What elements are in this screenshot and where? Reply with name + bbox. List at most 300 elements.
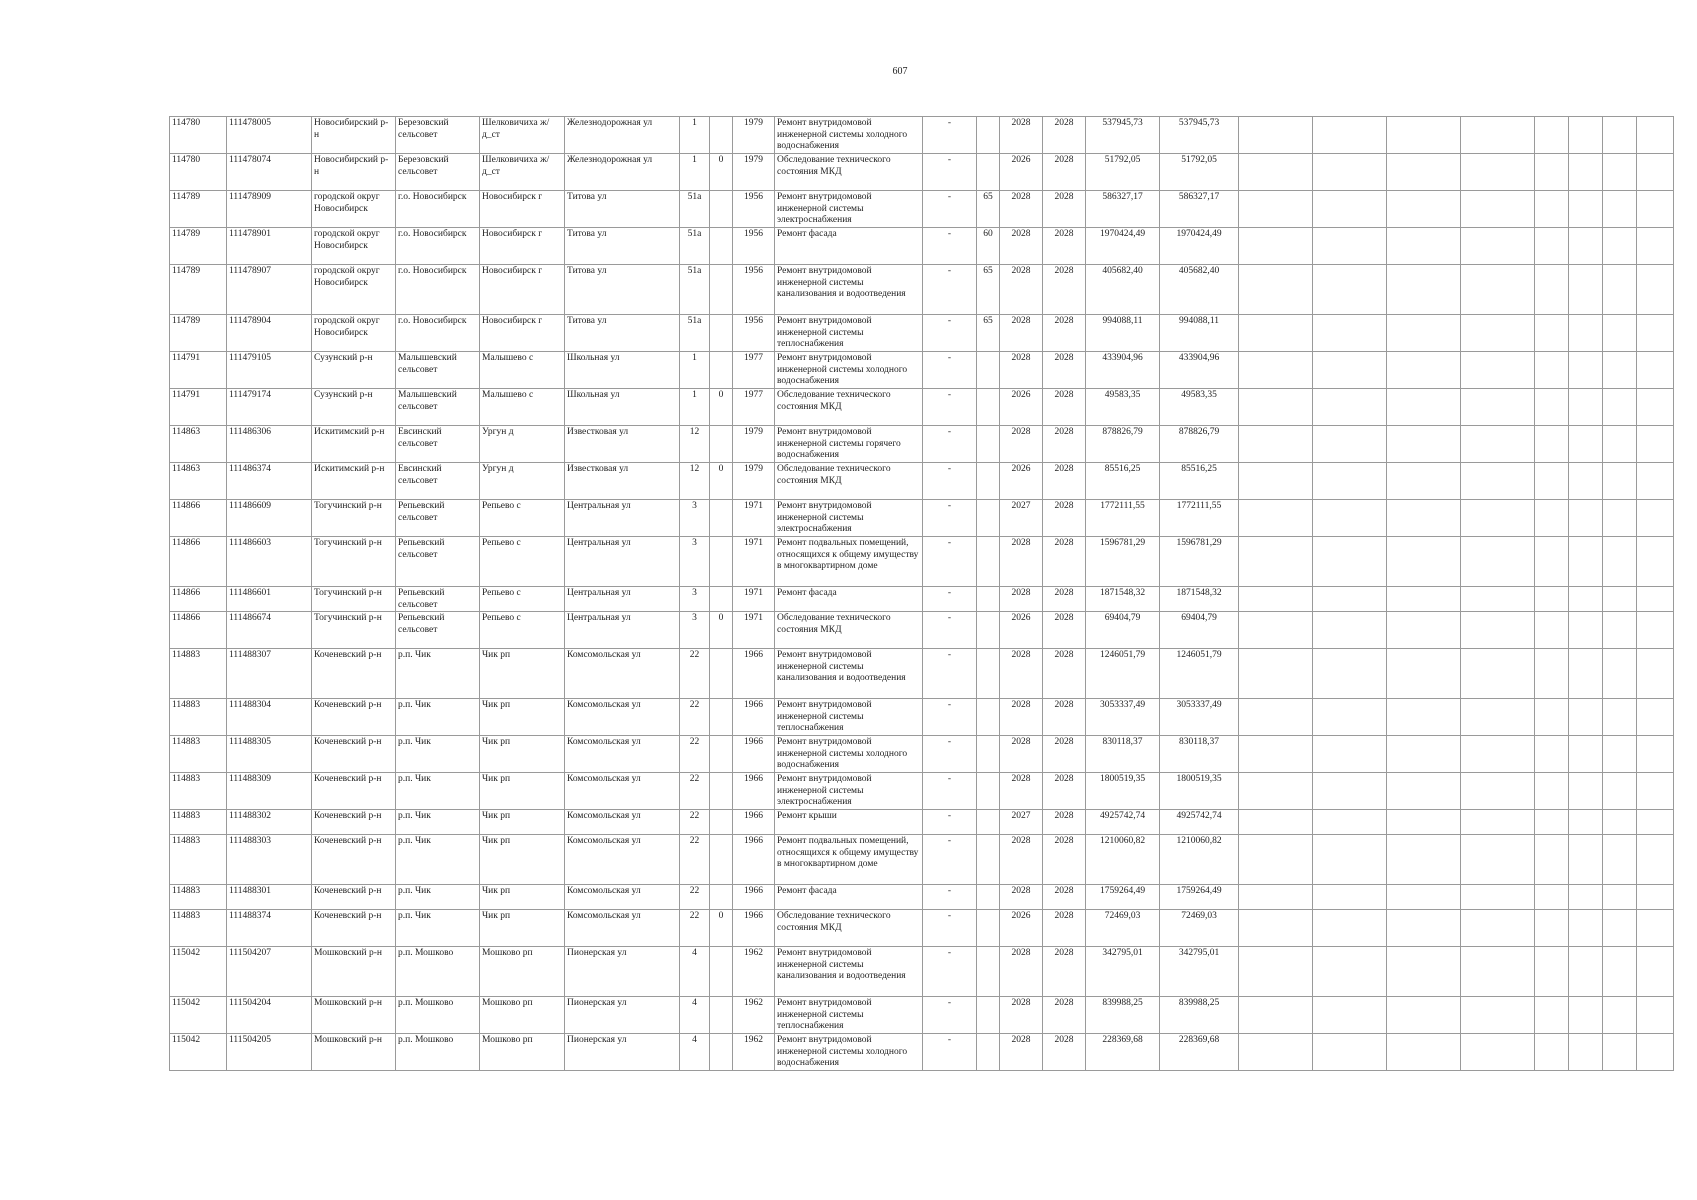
cell-year: 1979 <box>733 117 775 154</box>
cell-empty <box>1637 154 1674 191</box>
cell-empty <box>1239 587 1313 612</box>
cell-y1: 2028 <box>1000 117 1043 154</box>
cell-dash: - <box>923 537 977 587</box>
cell-empty <box>1239 910 1313 947</box>
cell-empty <box>1569 699 1603 736</box>
cell-sum2: 1772111,55 <box>1160 500 1239 537</box>
cell-year: 1962 <box>733 997 775 1034</box>
cell-y1: 2028 <box>1000 265 1043 315</box>
cell-settlement: Евсинский сельсовет <box>396 426 480 463</box>
table-row <box>170 997 1674 1034</box>
cell-empty <box>1535 587 1569 612</box>
cell-sum2: 1800519,35 <box>1160 773 1239 810</box>
cell-empty <box>1603 315 1637 352</box>
cell-work: Ремонт внутридомовой инженерной системы холодного водоснабжения <box>775 1034 923 1071</box>
cell-sum2: 433904,96 <box>1160 352 1239 389</box>
cell-year: 1966 <box>733 736 775 773</box>
cell-empty <box>1603 810 1637 835</box>
cell-empty <box>1603 500 1637 537</box>
cell-sum1: 994088,11 <box>1086 315 1160 352</box>
cell-empty <box>1461 154 1535 191</box>
cell-street: Титова ул <box>565 228 680 265</box>
cell-code: 111488307 <box>227 649 312 699</box>
cell-sum2: 49583,35 <box>1160 389 1239 426</box>
cell-sum2: 830118,37 <box>1160 736 1239 773</box>
cell-empty <box>1461 463 1535 500</box>
cell-dash: - <box>923 154 977 191</box>
cell-empty <box>1387 773 1461 810</box>
cell-empty <box>1637 117 1674 154</box>
cell-district: Коченевский р-н <box>312 810 396 835</box>
cell-sum1: 3053337,49 <box>1086 699 1160 736</box>
cell-street: Комсомольская ул <box>565 773 680 810</box>
cell-wear <box>977 537 1000 587</box>
table-row <box>170 500 1674 537</box>
cell-street: Титова ул <box>565 315 680 352</box>
cell-dash: - <box>923 587 977 612</box>
cell-work: Обследование технического состояния МКД <box>775 910 923 947</box>
cell-empty <box>1603 389 1637 426</box>
cell-house: 22 <box>680 835 710 885</box>
cell-id: 114883 <box>170 810 227 835</box>
cell-empty <box>1239 315 1313 352</box>
cell-y2: 2028 <box>1043 649 1086 699</box>
cell-empty <box>1603 426 1637 463</box>
table-row <box>170 228 1674 265</box>
cell-y1: 2026 <box>1000 612 1043 649</box>
table-row <box>170 463 1674 500</box>
cell-empty <box>1239 885 1313 910</box>
cell-empty <box>1387 389 1461 426</box>
cell-year: 1971 <box>733 537 775 587</box>
cell-id: 114883 <box>170 773 227 810</box>
cell-code: 111479105 <box>227 352 312 389</box>
cell-year: 1956 <box>733 191 775 228</box>
cell-sum2: 839988,25 <box>1160 997 1239 1034</box>
cell-id: 114791 <box>170 352 227 389</box>
cell-house: 4 <box>680 997 710 1034</box>
cell-settlement: Репьевский сельсовет <box>396 612 480 649</box>
cell-wear <box>977 947 1000 997</box>
cell-street: Центральная ул <box>565 500 680 537</box>
cell-settlement: Березовский сельсовет <box>396 117 480 154</box>
cell-empty <box>1313 997 1387 1034</box>
table-row <box>170 885 1674 910</box>
cell-district: Коченевский р-н <box>312 885 396 910</box>
cell-empty <box>1461 649 1535 699</box>
cell-y1: 2028 <box>1000 885 1043 910</box>
cell-code: 111504207 <box>227 947 312 997</box>
table-row <box>170 389 1674 426</box>
cell-empty <box>1239 352 1313 389</box>
cell-settlement: р.п. Чик <box>396 736 480 773</box>
cell-wear <box>977 587 1000 612</box>
cell-locality: Новосибирск г <box>480 191 565 228</box>
cell-street: Титова ул <box>565 191 680 228</box>
cell-empty <box>1637 612 1674 649</box>
cell-code: 111486306 <box>227 426 312 463</box>
cell-empty <box>1535 1034 1569 1071</box>
cell-empty <box>1603 1034 1637 1071</box>
cell-sum1: 51792,05 <box>1086 154 1160 191</box>
cell-house: 22 <box>680 649 710 699</box>
cell-y1: 2027 <box>1000 500 1043 537</box>
cell-dash: - <box>923 997 977 1034</box>
cell-y2: 2028 <box>1043 997 1086 1034</box>
cell-empty <box>1313 736 1387 773</box>
cell-building <box>710 835 733 885</box>
cell-empty <box>1239 947 1313 997</box>
cell-y1: 2026 <box>1000 389 1043 426</box>
cell-empty <box>1535 835 1569 885</box>
cell-dash: - <box>923 463 977 500</box>
cell-y1: 2028 <box>1000 587 1043 612</box>
cell-wear <box>977 389 1000 426</box>
cell-district: Мошковский р-н <box>312 947 396 997</box>
cell-code: 111478907 <box>227 265 312 315</box>
table-row <box>170 265 1674 315</box>
cell-empty <box>1603 910 1637 947</box>
cell-id: 114789 <box>170 265 227 315</box>
cell-sum1: 1246051,79 <box>1086 649 1160 699</box>
cell-empty <box>1535 649 1569 699</box>
cell-district: Коченевский р-н <box>312 835 396 885</box>
cell-id: 114789 <box>170 228 227 265</box>
table-row <box>170 352 1674 389</box>
cell-empty <box>1239 537 1313 587</box>
cell-empty <box>1313 315 1387 352</box>
cell-wear: 65 <box>977 191 1000 228</box>
cell-dash: - <box>923 315 977 352</box>
cell-empty <box>1569 500 1603 537</box>
cell-y2: 2028 <box>1043 191 1086 228</box>
cell-settlement: р.п. Чик <box>396 773 480 810</box>
cell-empty <box>1461 352 1535 389</box>
cell-building <box>710 500 733 537</box>
cell-year: 1971 <box>733 500 775 537</box>
cell-empty <box>1239 117 1313 154</box>
cell-y2: 2028 <box>1043 910 1086 947</box>
cell-sum2: 1596781,29 <box>1160 537 1239 587</box>
cell-building <box>710 649 733 699</box>
cell-work: Обследование технического состояния МКД <box>775 612 923 649</box>
cell-sum1: 1800519,35 <box>1086 773 1160 810</box>
cell-empty <box>1387 352 1461 389</box>
cell-house: 4 <box>680 1034 710 1071</box>
cell-sum1: 839988,25 <box>1086 997 1160 1034</box>
cell-settlement: р.п. Мошково <box>396 947 480 997</box>
cell-dash: - <box>923 910 977 947</box>
cell-building <box>710 736 733 773</box>
cell-empty <box>1603 885 1637 910</box>
cell-empty <box>1535 885 1569 910</box>
cell-empty <box>1569 835 1603 885</box>
cell-empty <box>1461 191 1535 228</box>
cell-empty <box>1239 154 1313 191</box>
cell-empty <box>1603 649 1637 699</box>
cell-street: Пионерская ул <box>565 947 680 997</box>
cell-locality: Малышево с <box>480 352 565 389</box>
cell-house: 3 <box>680 500 710 537</box>
cell-sum1: 586327,17 <box>1086 191 1160 228</box>
table-row <box>170 612 1674 649</box>
cell-y1: 2028 <box>1000 736 1043 773</box>
cell-y2: 2028 <box>1043 835 1086 885</box>
cell-house: 12 <box>680 463 710 500</box>
cell-empty <box>1313 537 1387 587</box>
cell-street: Комсомольская ул <box>565 885 680 910</box>
cell-district: Искитимский р-н <box>312 426 396 463</box>
cell-locality: Чик рп <box>480 910 565 947</box>
cell-y1: 2028 <box>1000 649 1043 699</box>
cell-code: 111479174 <box>227 389 312 426</box>
cell-empty <box>1461 537 1535 587</box>
cell-empty <box>1603 699 1637 736</box>
cell-empty <box>1461 810 1535 835</box>
cell-work: Ремонт внутридомовой инженерной системы холодного водоснабжения <box>775 352 923 389</box>
cell-empty <box>1569 649 1603 699</box>
cell-work: Ремонт внутридомовой инженерной системы электроснабжения <box>775 500 923 537</box>
cell-empty <box>1313 463 1387 500</box>
cell-dash: - <box>923 117 977 154</box>
cell-settlement: г.о. Новосибирск <box>396 191 480 228</box>
cell-street: Центральная ул <box>565 587 680 612</box>
cell-empty <box>1603 463 1637 500</box>
cell-work: Ремонт внутридомовой инженерной системы канализования и водоотведения <box>775 947 923 997</box>
cell-y1: 2026 <box>1000 154 1043 191</box>
table-row <box>170 835 1674 885</box>
cell-building <box>710 587 733 612</box>
cell-house: 1 <box>680 117 710 154</box>
cell-empty <box>1637 537 1674 587</box>
cell-settlement: Репьевский сельсовет <box>396 587 480 612</box>
cell-code: 111488305 <box>227 736 312 773</box>
cell-building: 0 <box>710 389 733 426</box>
cell-district: Сузунский р-н <box>312 352 396 389</box>
cell-empty <box>1637 315 1674 352</box>
cell-wear <box>977 910 1000 947</box>
cell-house: 1 <box>680 352 710 389</box>
cell-empty <box>1637 699 1674 736</box>
cell-district: Искитимский р-н <box>312 463 396 500</box>
cell-empty <box>1313 910 1387 947</box>
cell-empty <box>1535 537 1569 587</box>
cell-empty <box>1313 117 1387 154</box>
cell-sum2: 51792,05 <box>1160 154 1239 191</box>
cell-building <box>710 426 733 463</box>
cell-y2: 2028 <box>1043 463 1086 500</box>
cell-wear <box>977 117 1000 154</box>
cell-work: Ремонт фасада <box>775 228 923 265</box>
cell-empty <box>1535 997 1569 1034</box>
capital-repair-table <box>169 116 1674 1071</box>
cell-street: Комсомольская ул <box>565 649 680 699</box>
cell-dash: - <box>923 612 977 649</box>
cell-empty <box>1535 228 1569 265</box>
cell-empty <box>1535 191 1569 228</box>
cell-y1: 2028 <box>1000 773 1043 810</box>
cell-work: Обследование технического состояния МКД <box>775 154 923 191</box>
cell-empty <box>1637 191 1674 228</box>
cell-district: городской округ Новосибирск <box>312 315 396 352</box>
table-row <box>170 947 1674 997</box>
cell-empty <box>1535 773 1569 810</box>
cell-sum1: 1970424,49 <box>1086 228 1160 265</box>
cell-sum2: 69404,79 <box>1160 612 1239 649</box>
cell-dash: - <box>923 947 977 997</box>
cell-settlement: р.п. Чик <box>396 885 480 910</box>
cell-building <box>710 315 733 352</box>
cell-empty <box>1569 947 1603 997</box>
cell-empty <box>1569 117 1603 154</box>
cell-empty <box>1387 537 1461 587</box>
table-row <box>170 810 1674 835</box>
cell-building: 0 <box>710 154 733 191</box>
cell-sum1: 342795,01 <box>1086 947 1160 997</box>
cell-empty <box>1569 773 1603 810</box>
cell-empty <box>1387 117 1461 154</box>
cell-y2: 2028 <box>1043 1034 1086 1071</box>
cell-empty <box>1637 810 1674 835</box>
cell-empty <box>1535 736 1569 773</box>
cell-house: 22 <box>680 699 710 736</box>
cell-empty <box>1637 265 1674 315</box>
cell-dash: - <box>923 773 977 810</box>
cell-empty <box>1535 463 1569 500</box>
cell-code: 111488301 <box>227 885 312 910</box>
cell-locality: Мошково рп <box>480 997 565 1034</box>
cell-empty <box>1569 810 1603 835</box>
cell-year: 1977 <box>733 352 775 389</box>
cell-building: 0 <box>710 910 733 947</box>
cell-district: Новосибирский р-н <box>312 154 396 191</box>
cell-locality: Чик рп <box>480 649 565 699</box>
cell-sum1: 1210060,82 <box>1086 835 1160 885</box>
cell-empty <box>1387 463 1461 500</box>
cell-locality: Чик рп <box>480 773 565 810</box>
cell-id: 114866 <box>170 612 227 649</box>
cell-street: Титова ул <box>565 265 680 315</box>
table-row <box>170 154 1674 191</box>
cell-district: Коченевский р-н <box>312 699 396 736</box>
cell-empty <box>1569 587 1603 612</box>
cell-y1: 2028 <box>1000 315 1043 352</box>
cell-empty <box>1637 500 1674 537</box>
cell-empty <box>1313 500 1387 537</box>
cell-id: 114883 <box>170 736 227 773</box>
cell-wear <box>977 426 1000 463</box>
cell-dash: - <box>923 810 977 835</box>
cell-sum2: 3053337,49 <box>1160 699 1239 736</box>
cell-sum2: 1871548,32 <box>1160 587 1239 612</box>
cell-empty <box>1387 154 1461 191</box>
cell-house: 22 <box>680 810 710 835</box>
cell-code: 111478005 <box>227 117 312 154</box>
table-row <box>170 736 1674 773</box>
cell-year: 1966 <box>733 773 775 810</box>
cell-empty <box>1637 463 1674 500</box>
cell-sum2: 537945,73 <box>1160 117 1239 154</box>
cell-code: 111488302 <box>227 810 312 835</box>
cell-empty <box>1603 587 1637 612</box>
cell-dash: - <box>923 500 977 537</box>
cell-work: Ремонт внутридомовой инженерной системы электроснабжения <box>775 773 923 810</box>
cell-wear <box>977 352 1000 389</box>
cell-empty <box>1637 587 1674 612</box>
cell-y1: 2028 <box>1000 699 1043 736</box>
cell-street: Железнодорожная ул <box>565 117 680 154</box>
cell-empty <box>1239 736 1313 773</box>
cell-y2: 2028 <box>1043 612 1086 649</box>
table-row <box>170 315 1674 352</box>
cell-district: Тогучинский р-н <box>312 612 396 649</box>
cell-code: 111478909 <box>227 191 312 228</box>
table-row <box>170 117 1674 154</box>
cell-y2: 2028 <box>1043 352 1086 389</box>
cell-settlement: р.п. Чик <box>396 649 480 699</box>
cell-locality: Чик рп <box>480 835 565 885</box>
cell-empty <box>1603 835 1637 885</box>
cell-dash: - <box>923 1034 977 1071</box>
cell-dash: - <box>923 699 977 736</box>
cell-locality: Мошково рп <box>480 1034 565 1071</box>
cell-street: Комсомольская ул <box>565 835 680 885</box>
cell-dash: - <box>923 885 977 910</box>
cell-id: 114866 <box>170 537 227 587</box>
cell-empty <box>1637 910 1674 947</box>
cell-empty <box>1313 191 1387 228</box>
cell-year: 1966 <box>733 835 775 885</box>
cell-work: Ремонт подвальных помещений, относящихся к общему имуществу в многоквартирном доме <box>775 835 923 885</box>
table-row <box>170 191 1674 228</box>
cell-building <box>710 885 733 910</box>
cell-empty <box>1387 997 1461 1034</box>
cell-empty <box>1461 910 1535 947</box>
cell-empty <box>1569 910 1603 947</box>
cell-empty <box>1313 612 1387 649</box>
cell-year: 1956 <box>733 315 775 352</box>
cell-sum2: 85516,25 <box>1160 463 1239 500</box>
cell-sum1: 85516,25 <box>1086 463 1160 500</box>
cell-empty <box>1603 947 1637 997</box>
cell-sum2: 72469,03 <box>1160 910 1239 947</box>
cell-district: Сузунский р-н <box>312 389 396 426</box>
cell-code: 111488303 <box>227 835 312 885</box>
cell-empty <box>1239 500 1313 537</box>
cell-code: 111488374 <box>227 910 312 947</box>
cell-empty <box>1569 315 1603 352</box>
cell-empty <box>1387 500 1461 537</box>
cell-year: 1962 <box>733 1034 775 1071</box>
cell-empty <box>1313 773 1387 810</box>
cell-empty <box>1313 810 1387 835</box>
cell-work: Ремонт внутридомовой инженерной системы теплоснабжения <box>775 315 923 352</box>
cell-building <box>710 773 733 810</box>
cell-code: 111504204 <box>227 997 312 1034</box>
cell-settlement: р.п. Чик <box>396 810 480 835</box>
cell-empty <box>1461 265 1535 315</box>
cell-empty <box>1569 191 1603 228</box>
cell-empty <box>1461 117 1535 154</box>
cell-year: 1979 <box>733 463 775 500</box>
cell-work: Ремонт подвальных помещений, относящихся к общему имуществу в многоквартирном доме <box>775 537 923 587</box>
cell-sum1: 878826,79 <box>1086 426 1160 463</box>
cell-empty <box>1569 612 1603 649</box>
cell-empty <box>1569 885 1603 910</box>
cell-code: 111486603 <box>227 537 312 587</box>
cell-sum1: 1772111,55 <box>1086 500 1160 537</box>
cell-y1: 2028 <box>1000 835 1043 885</box>
